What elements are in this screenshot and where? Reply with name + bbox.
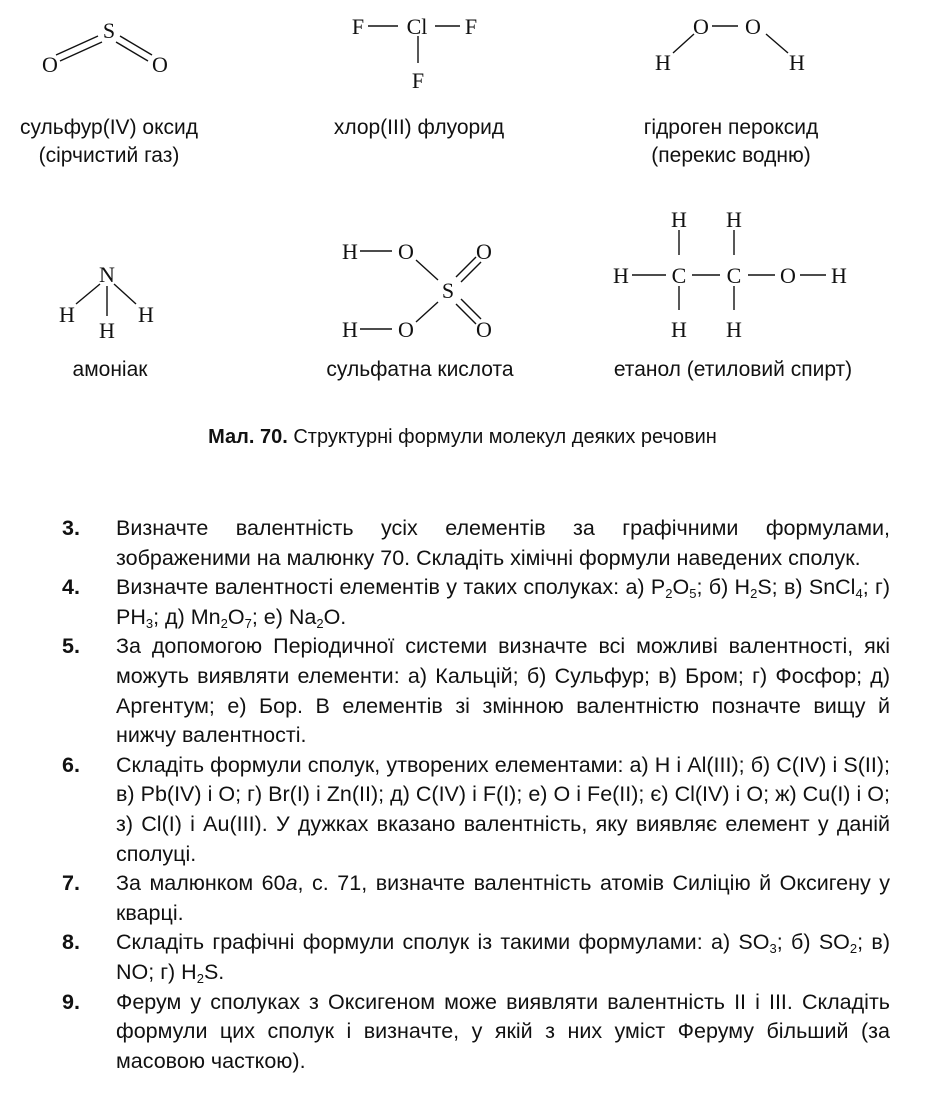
task-number: 9. [62, 989, 80, 1014]
text-run: O [672, 575, 690, 600]
h2so4-name: сульфатна кислота [326, 358, 514, 381]
clf3-atom-cl: Cl [406, 14, 428, 39]
ethanol-atom-h-left: H [613, 263, 629, 288]
task-text [116, 516, 890, 570]
nh3-atom-h3: H [138, 302, 154, 327]
clf3-atom-f1: F [351, 14, 365, 39]
task-number: 5. [62, 634, 80, 659]
subscript: 2 [316, 615, 324, 631]
task-number: 6. [62, 752, 80, 777]
text-run: ; б) H [696, 575, 751, 600]
text-run: ; б) SO [776, 930, 850, 955]
nh3-structure [50, 260, 170, 345]
task-text [116, 930, 890, 984]
text-run: Визначте валентності елементів у таких сполуках: а) P [116, 575, 666, 600]
ethanol-atom-h-bot1: H [671, 317, 687, 342]
ethanol-atom-c1: C [671, 263, 687, 288]
subscript: 3 [145, 615, 154, 631]
text-run: ; в) NO; г) H [116, 930, 891, 984]
task-number: 8. [62, 930, 80, 955]
molecule-h2so4 [330, 232, 510, 347]
clf3-atom-f2: F [464, 14, 478, 39]
subscript: 2 [849, 941, 858, 957]
h2o2-common-name: (перекис водню) [651, 144, 811, 167]
h2so4-structure [330, 232, 510, 347]
molecule-h2o2 [640, 8, 820, 88]
subscript: 2 [750, 586, 758, 602]
task-number: 3. [62, 516, 80, 540]
h2o2-atom-o1: O [693, 14, 709, 39]
figure-caption [0, 426, 925, 449]
nh3-atom-n: N [99, 262, 115, 287]
subscript: 4 [855, 586, 863, 602]
h2so4-atom-o1: O [398, 239, 414, 264]
ethanol-structure [600, 200, 870, 350]
text-run: ; д) Mn [153, 604, 221, 629]
task-item [62, 514, 890, 573]
text-run: ; е) Na [251, 604, 317, 629]
task-list [62, 514, 890, 1076]
text-run: S; в) SnCl [757, 575, 856, 600]
h2o2-atom-h1: H [655, 50, 671, 75]
text-run: Складіть графічні формули сполук із такими формулами: а) SO [116, 930, 770, 955]
h2o2-name: гідроген пероксид [643, 116, 819, 139]
ethanol-atom-h-top1: H [671, 207, 687, 232]
ethanol-atom-c2: C [726, 263, 742, 288]
so2-label [0, 114, 218, 170]
subscript: 2 [196, 970, 204, 986]
text-run: O [227, 604, 245, 629]
text-run: За допомогою Періодичної системи визначте всі можливі валентності, які можуть виявляти елементи: а) Кальцій; б) Сульфур; в) Бром; г) Фосфор; д) Аргентум; е) Бор. В елементів зі змінною валентністю позначте вищу й нижчу валентності. [116, 634, 890, 748]
ethanol-atom-h-top2: H [726, 207, 742, 232]
ethanol-name: етанол (етиловий спирт) [613, 358, 853, 381]
nh3-atom-h1: H [59, 302, 75, 327]
so2-atom-o2: O [152, 52, 168, 77]
text-run: O. [323, 604, 347, 629]
task-text [116, 990, 890, 1073]
nh3-name: амоніак [72, 358, 148, 381]
text-run: Визначте валентність усіх елементів за графічними формулами, зображеними на малюнку 70. Складіть хімічні формули наведених сполук. [116, 516, 890, 570]
so2-atom-o1: O [42, 52, 58, 77]
clf3-label [310, 114, 528, 142]
h2o2-atom-h2: H [789, 50, 805, 75]
molecule-clf3 [340, 8, 500, 98]
figure-number: Мал. 70. [208, 426, 288, 448]
task-item [62, 928, 890, 987]
clf3-structure [340, 8, 500, 98]
text-run: ; г) PH [116, 575, 891, 629]
h2so4-label [300, 356, 540, 384]
h2o2-label [620, 114, 842, 170]
ethanol-atom-h-right: H [831, 263, 847, 288]
task-text [116, 871, 890, 925]
text-run: S. [203, 959, 225, 984]
h2so4-atom-s: S [441, 278, 455, 303]
task-text [116, 575, 890, 629]
h2so4-atom-h2: H [342, 317, 358, 342]
molecule-ethanol [600, 200, 870, 350]
subscript: 2 [220, 615, 228, 631]
italic-text: а [285, 871, 298, 896]
ethanol-atom-o: O [780, 263, 796, 288]
so2-structure [30, 10, 190, 90]
subscript: 7 [244, 615, 252, 631]
task-text [116, 753, 890, 866]
figure-caption-text: Структурні формули молекул деяких речовин [287, 426, 717, 448]
clf3-name: хлор(III) флуорид [333, 116, 505, 139]
subscript: 2 [665, 586, 673, 602]
h2so4-atom-o3: O [476, 239, 492, 264]
task-item [62, 632, 890, 750]
so2-common-name: (сірчистий газ) [38, 144, 180, 167]
ethanol-label [588, 356, 878, 384]
h2o2-atom-o2: O [745, 14, 761, 39]
so2-name: сульфур(IV) оксид [20, 116, 198, 139]
h2so4-atom-h1: H [342, 239, 358, 264]
task-item [62, 988, 890, 1077]
text-run: За малюнком 60 [116, 871, 286, 896]
h2so4-atom-o2: O [398, 317, 414, 342]
task-text [116, 634, 890, 747]
text-run: Складіть формули сполук, утворених елементами: а) H і Al(III); б) C(IV) і S(II); в) Pb(IV) і O; г) Br(I) і Zn(II); д) C(IV) і F(I); е) O і Fe(II); є) Cl(IV) і O; ж) Cu(I) і O; з) Cl(I) і Au(III). У дужках вказано валентність, яку виявляє елемент у даній сполуці. [116, 752, 890, 866]
task-item [62, 573, 890, 632]
task-item [62, 869, 890, 928]
task-number: 4. [62, 575, 80, 600]
task-number: 7. [62, 871, 80, 896]
h2o2-structure [640, 8, 820, 88]
text-run: Ферум у сполуках з Оксигеном може виявляти валентність II і III. Складіть формули цих сполук і визначте, у якій з них уміст Феруму більший (за масовою часткою). [116, 989, 890, 1073]
so2-atom-s: S [102, 18, 116, 43]
nh3-atom-h2: H [99, 318, 115, 343]
subscript: 5 [689, 586, 697, 602]
text-run: , с. 71, визначте валентність атомів Силіцію й Оксигену у кварці. [116, 871, 890, 925]
nh3-label [20, 356, 200, 384]
molecule-nh3 [50, 260, 170, 345]
ethanol-atom-h-bot2: H [726, 317, 742, 342]
clf3-atom-f3: F [411, 68, 425, 93]
task-item [62, 751, 890, 869]
h2so4-atom-o4: O [476, 317, 492, 342]
subscript: 3 [769, 941, 777, 957]
molecule-so2 [30, 10, 190, 90]
